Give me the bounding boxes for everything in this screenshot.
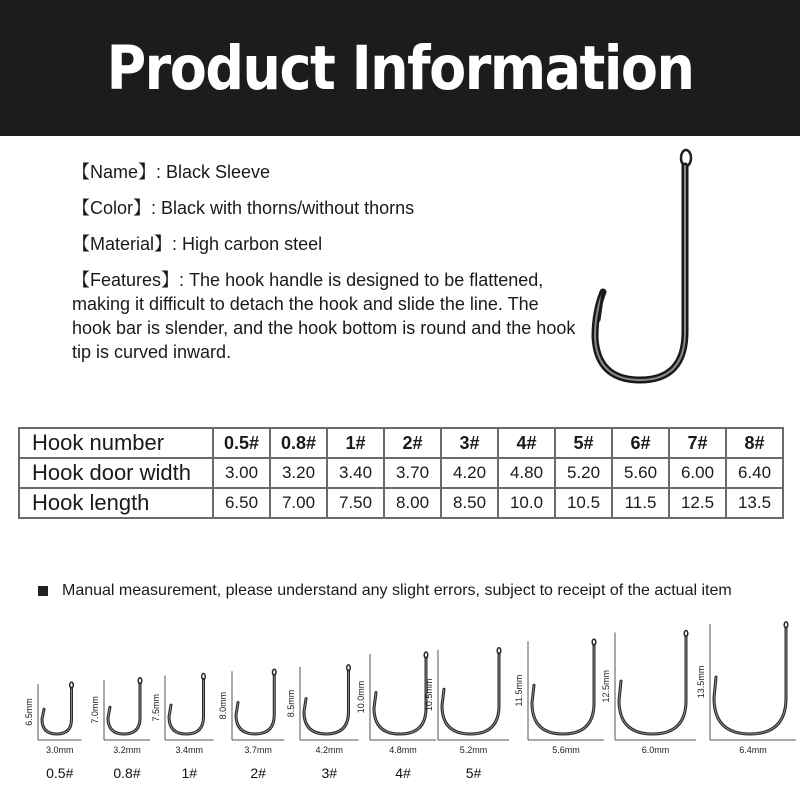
features-label: 【Features】 — [72, 270, 180, 290]
table-cell: 7.00 — [270, 488, 327, 518]
hook-length-label: 8.0mm — [218, 691, 228, 720]
square-bullet-icon — [38, 586, 48, 596]
hook-shape — [532, 645, 594, 734]
hook-size-label: 0.5# — [46, 765, 74, 781]
material-value: : High carbon steel — [172, 234, 323, 254]
hook-length-label: 11.5mm — [514, 674, 524, 707]
table-cell: 5# — [555, 428, 612, 458]
table-cell: 3.70 — [384, 458, 441, 488]
table-cell: 2# — [384, 428, 441, 458]
hook-highlight — [442, 654, 499, 734]
hook-highlight — [236, 675, 274, 734]
material-label: 【Material】 — [72, 234, 173, 254]
table-cell: 6.00 — [669, 458, 726, 488]
hook-width-label: 6.0mm — [641, 745, 670, 755]
hook-highlight — [374, 658, 426, 734]
hook-size-label: 0.8# — [113, 765, 141, 781]
row-label: Hook length — [19, 488, 213, 518]
hook-length-label: 13.5mm — [696, 665, 706, 699]
hook-shape — [714, 628, 786, 734]
page-title: Product Information — [106, 32, 694, 104]
hook-size-label: 1# — [181, 765, 198, 781]
name-line — [72, 160, 582, 184]
hook-size-label: 3# — [321, 765, 338, 781]
hook-width-label: 3.7mm — [244, 745, 272, 755]
hook-shape — [619, 637, 686, 735]
material-line — [72, 232, 582, 256]
table-cell: 12.5 — [669, 488, 726, 518]
table-cell: 6# — [612, 428, 669, 458]
hook-width-label: 5.6mm — [552, 745, 580, 755]
hook-length-label: 7.0mm — [90, 696, 100, 724]
table-cell: 6.50 — [213, 488, 270, 518]
hook-width-label: 5.2mm — [459, 745, 488, 755]
hook-width-label: 6.4mm — [739, 745, 767, 755]
hook-highlight — [714, 628, 786, 734]
hook-length-label: 7.5mm — [151, 693, 161, 722]
name-value: : Black Sleeve — [156, 162, 271, 182]
hook-highlight — [169, 680, 204, 735]
hook-size-label: 2# — [250, 765, 266, 781]
hook-length-label: 12.5mm — [601, 669, 611, 703]
table-cell: 5.60 — [612, 458, 669, 488]
hook-shape — [304, 671, 349, 734]
color-label: 【Color】 — [72, 198, 152, 218]
table-cell: 0.5# — [213, 428, 270, 458]
features-value: : The hook handle is designed to be flattened, making it difficult to detach the hook and slide the line. The hook bar is slender, and the hook bottom is round and the hook tip is curved inward. — [72, 270, 576, 362]
table-cell: 8.50 — [441, 488, 498, 518]
table-cell: 7# — [669, 428, 726, 458]
table-cell: 1# — [327, 428, 384, 458]
table-row-hook-number — [19, 428, 783, 458]
hook-shape — [169, 680, 204, 735]
table-cell: 0.8# — [270, 428, 327, 458]
table-cell: 8# — [726, 428, 783, 458]
features-line — [72, 268, 582, 364]
hook-highlight — [42, 688, 72, 734]
hook-highlight — [304, 671, 349, 734]
hook-length-label: 8.5mm — [286, 689, 296, 718]
hook-length-label: 10.5mm — [424, 678, 434, 712]
hook-width-label: 3.2mm — [113, 745, 141, 755]
table-cell: 4.80 — [498, 458, 555, 488]
table-cell: 10.0 — [498, 488, 555, 518]
hook-size-label: 5# — [465, 765, 482, 781]
table-cell: 6.40 — [726, 458, 783, 488]
hook-size-label: 4# — [395, 765, 411, 781]
hook-size-diagram — [0, 615, 800, 800]
hook-highlight — [532, 645, 594, 734]
hook-width-label: 3.0mm — [45, 745, 74, 755]
table-cell: 11.5 — [612, 488, 669, 518]
hook-shape — [236, 675, 274, 734]
hook-shape — [108, 684, 140, 734]
note-text: Manual measurement, please understand any slight errors, subject to receipt of the actual item — [62, 582, 732, 599]
hook-shape — [42, 688, 72, 734]
hook-width-label: 4.8mm — [389, 745, 417, 755]
table-row-hook-length — [19, 488, 783, 518]
color-value: : Black with thorns/without thorns — [151, 198, 415, 218]
hook-highlight — [108, 684, 140, 734]
color-line — [72, 196, 582, 220]
table-cell: 10.5 — [555, 488, 612, 518]
hook-highlight — [619, 637, 686, 735]
table-cell: 5.20 — [555, 458, 612, 488]
hook-width-label: 4.2mm — [315, 745, 344, 755]
hook-length-label: 6.5mm — [24, 698, 34, 726]
table-cell: 7.50 — [327, 488, 384, 518]
row-label: Hook door width — [19, 458, 213, 488]
table-cell: 3.40 — [327, 458, 384, 488]
fishing-hook-image — [585, 142, 715, 392]
table-cell: 3.20 — [270, 458, 327, 488]
table-cell: 4# — [498, 428, 555, 458]
hook-width-label: 3.4mm — [175, 745, 204, 755]
table-cell: 13.5 — [726, 488, 783, 518]
table-cell: 8.00 — [384, 488, 441, 518]
hook-length-label: 10.0mm — [356, 680, 366, 714]
name-label: 【Name】 — [72, 162, 157, 182]
header-banner — [0, 0, 800, 136]
table-cell: 3.00 — [213, 458, 270, 488]
hook-shape — [442, 654, 499, 734]
product-info — [72, 160, 582, 376]
table-row-door-width — [19, 458, 783, 488]
hook-shape — [374, 658, 426, 734]
table-cell: 3# — [441, 428, 498, 458]
row-label: Hook number — [19, 428, 213, 458]
table-cell: 4.20 — [441, 458, 498, 488]
spec-table — [18, 427, 784, 519]
measurement-note — [38, 582, 732, 600]
